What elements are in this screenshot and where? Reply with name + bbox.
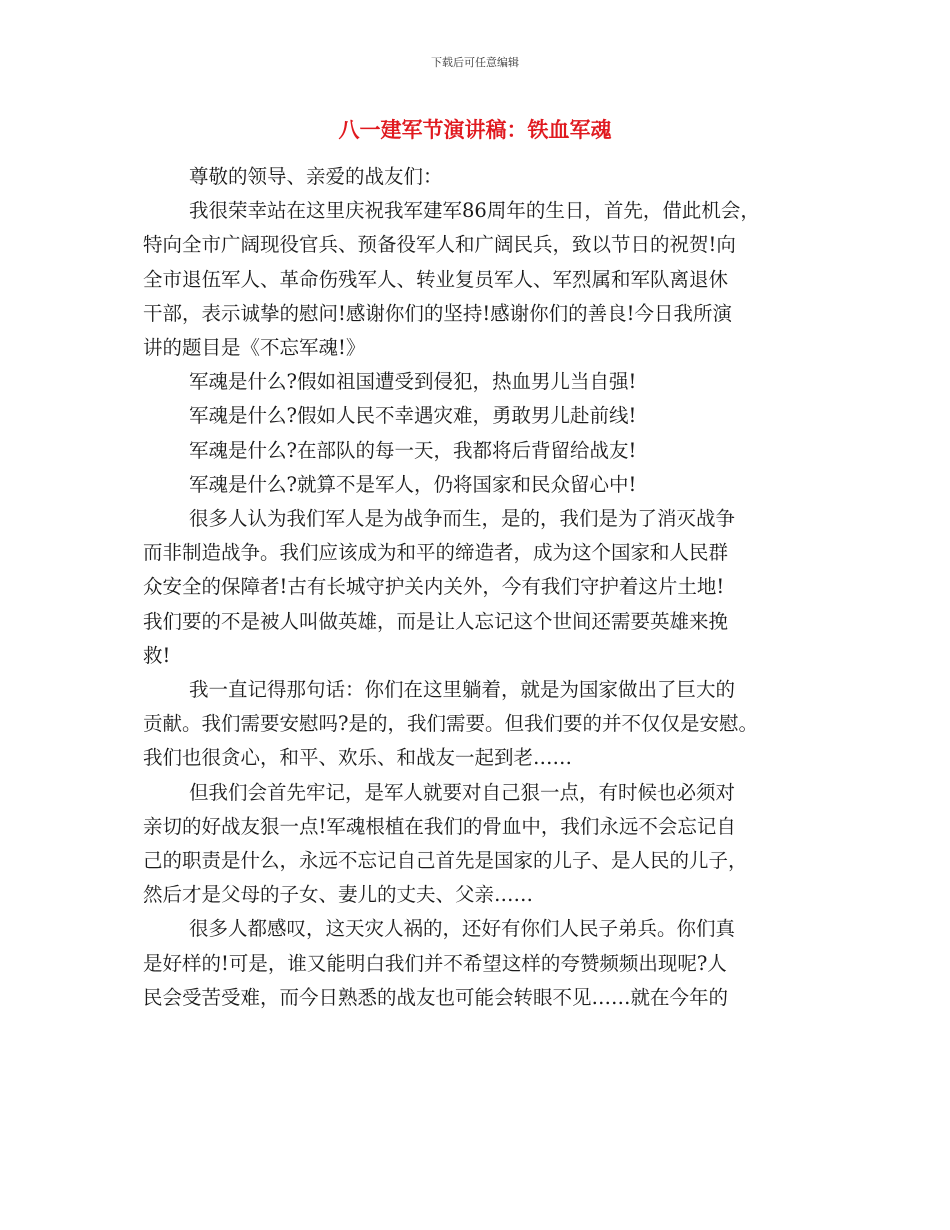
paragraph-line: 军魂是什么?就算不是军人，仍将国家和民众留心中! <box>189 472 637 496</box>
paragraph <box>143 468 823 502</box>
paragraph-line: 尊敬的领导、亲爱的战友们： <box>189 165 443 188</box>
paragraph <box>143 502 823 673</box>
paragraph <box>143 194 823 365</box>
paragraph-line: 我们也很贪心，和平、欢乐、和战友一起到老…… <box>143 746 573 770</box>
paragraph <box>143 399 823 433</box>
paragraph-line: 军魂是什么?在部队的每一天，我都将后背留给战友! <box>189 438 637 462</box>
paragraph-line: 很多人认为我们军人是为战争而生，是的，我们是为了消灭战争 <box>189 507 736 531</box>
page-title: 八一建军节演讲稿：铁血军魂 <box>338 118 612 142</box>
paragraph-line: 军魂是什么?假如人民不幸遇灾难，勇敢男儿赴前线! <box>189 404 637 428</box>
document-body <box>143 160 823 1015</box>
paragraph-line: 贡献。我们需要安慰吗?是的，我们需要。但我们要的并不仅仅是安慰。 <box>143 712 758 736</box>
paragraph-line: 很多人都感叹，这天灾人祸的，还好有你们人民子弟兵。你们真 <box>189 917 736 941</box>
paragraph-line: 是好样的!可是，谁又能明白我们并不希望这样的夸赞频频出现呢?人 <box>143 951 727 975</box>
paragraph-line: 特向全市广阔现役官兵、预备役军人和广阔民兵，致以节日的祝贺!向 <box>143 233 736 257</box>
paragraph-line: 亲切的好战友狠一点!军魂根植在我们的骨血中，我们永远不会忘记自 <box>143 814 736 838</box>
paragraph-line: 而非制造战争。我们应该成为和平的缔造者，成为这个国家和人民群 <box>143 541 729 565</box>
paragraph-line: 干部，表示诚挚的慰问!感谢你们的坚持!感谢你们的善良!今日我所演 <box>143 301 733 325</box>
paragraph-line: 全市退伍军人、革命伤残军人、转业复员军人、军烈属和军队离退休 <box>143 267 729 291</box>
paragraph-line: 我很荣幸站在这里庆祝我军建军86周年的生日，首先，借此机会， <box>189 199 760 223</box>
paragraph <box>143 912 823 1015</box>
paragraph-line: 我一直记得那句话：你们在这里躺着，就是为国家做出了巨大的 <box>189 678 736 702</box>
paragraph-line: 救! <box>143 643 171 667</box>
paragraph <box>143 160 823 194</box>
paragraph-line: 我们要的不是被人叫做英雄，而是让人忘记这个世间还需要英雄来挽 <box>143 609 729 633</box>
paragraph <box>143 365 823 399</box>
header-note: 下载后可任意编辑 <box>431 56 519 69</box>
paragraph <box>143 434 823 468</box>
paragraph-line: 民会受苦受难，而今日熟悉的战友也可能会转眼不见……就在今年的 <box>143 985 729 1009</box>
paragraph-line: 众安全的保障者!古有长城守护关内关外，今有我们守护着这片土地! <box>143 575 725 599</box>
paragraph-line: 然后才是父母的子女、妻儿的丈夫、父亲…… <box>143 883 534 907</box>
paragraph-line: 讲的题目是《不忘军魂!》 <box>143 336 366 360</box>
paragraph-line: 军魂是什么?假如祖国遭受到侵犯，热血男儿当自强! <box>189 370 637 394</box>
paragraph-line: 己的职责是什么，永远不忘记自己首先是国家的儿子、是人民的儿子， <box>143 849 748 873</box>
paragraph <box>143 776 823 913</box>
paragraph-line: 但我们会首先牢记，是军人就要对自己狠一点，有时候也必须对 <box>189 780 736 804</box>
paragraph <box>143 673 823 776</box>
